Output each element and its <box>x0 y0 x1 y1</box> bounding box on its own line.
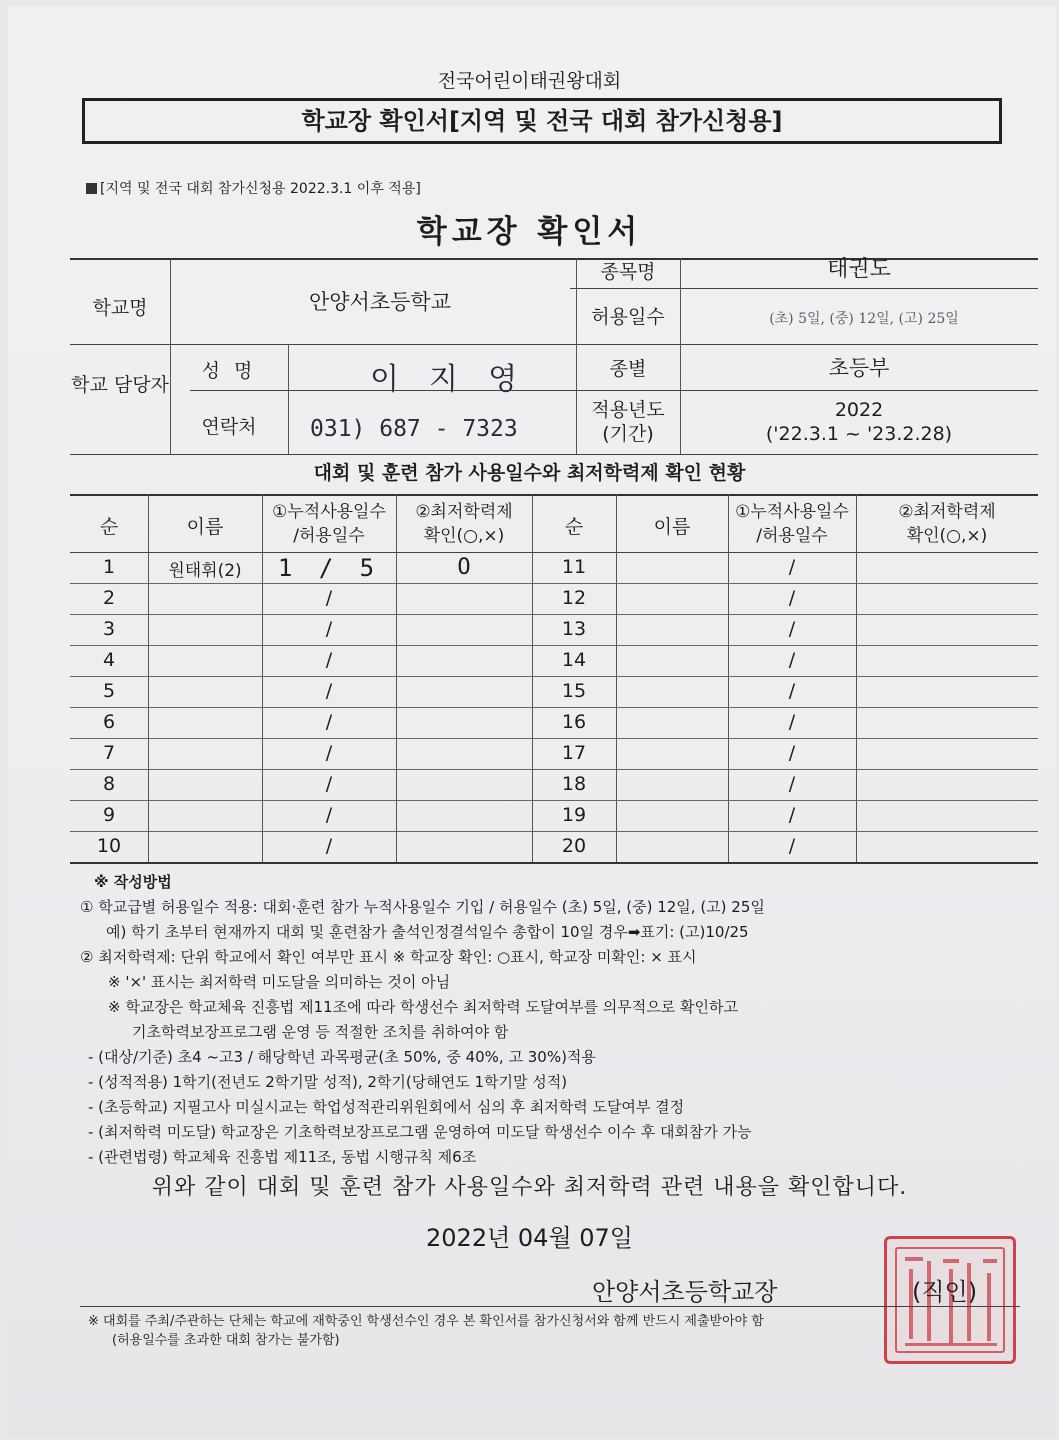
year-value-text: 2022 <box>834 399 884 421</box>
header-name-left: 이름 <box>186 516 224 538</box>
row-days-used: / <box>788 773 796 795</box>
row-days-used: / <box>788 711 796 733</box>
row-days-used: / <box>788 680 796 702</box>
row-number: 20 <box>561 835 587 857</box>
row-days-used: / <box>788 835 796 857</box>
header-min-line1: ②최저학력제 <box>898 502 996 522</box>
row-number: 6 <box>102 711 116 733</box>
instruction-line: - (성적적용) 1학기(전년도 2학기말 성적), 2학기(당해연도 1학기말 성적) <box>88 1073 568 1091</box>
header-days-line2: /허용일수 <box>756 526 828 546</box>
subheading-text: [지역 및 전국 대회 참가신청용 2022.3.1 이후 적용] <box>100 181 421 197</box>
instruction-line: ※ '×' 표시는 최저학력 미도달을 의미하는 것이 아님 <box>108 973 451 991</box>
school-name-value: 안양서초등학교 <box>308 290 451 314</box>
row-days-used: / <box>788 618 796 640</box>
square-bullet-icon <box>86 183 97 194</box>
document-title: 학교장 확인서 <box>416 214 643 250</box>
row-days-used: / <box>325 587 333 609</box>
instruction-line: - (초등학교) 지필고사 미실시교는 학업성적관리위원회에서 심의 후 최저학력 도달여부 결정 <box>88 1098 685 1116</box>
row-number: 1 <box>102 556 116 578</box>
header-no-left: 순 <box>99 516 119 538</box>
division-label: 종별 <box>609 358 647 380</box>
year-period: ('22.3.1 ~ '23.2.28) <box>765 423 953 445</box>
row-days-used: / <box>325 618 333 640</box>
header-days-line1: ①누적사용일수 <box>272 502 386 522</box>
row-number: 14 <box>561 649 587 671</box>
row-days-used: / <box>788 804 796 826</box>
row-number: 12 <box>561 587 587 609</box>
instructions <box>80 870 1030 1170</box>
instruction-line: 기초학력보장프로그램 운영 등 적절한 조치를 취하여야 함 <box>132 1023 509 1041</box>
contact-label: 연락처 <box>201 416 257 438</box>
instruction-line: ② 최저학력제: 단위 학교에서 확인 여부만 표시 ※ 학교장 확인: ○표시, 학교장 미확인: × 표시 <box>80 948 697 966</box>
form-subheading <box>86 178 421 198</box>
footer-note <box>88 1312 1008 1350</box>
instruction-line: 예) 학기 초부터 현재까지 대회 및 훈련참가 출석인정결석일수 총합이 10일 경우➡표기: (고)10/25 <box>106 923 749 941</box>
seal-label: (직인) <box>912 1278 978 1306</box>
year-label <box>576 398 680 446</box>
row-days-used: / <box>325 804 333 826</box>
footer-line: (허용일수를 초과한 대회 참가는 불가함) <box>112 1333 340 1348</box>
header-min-line1: ②최저학력제 <box>415 502 513 522</box>
row-days-used: / <box>788 587 796 609</box>
row-number: 19 <box>561 804 587 826</box>
row-number: 15 <box>561 680 587 702</box>
row-days-used: / <box>788 649 796 671</box>
footer-divider <box>80 1306 1020 1307</box>
confirmation-statement: 위와 같이 대회 및 훈련 참가 사용일수와 최저학력 관련 내용을 확인합니다. <box>151 1175 908 1200</box>
row-days-used: / <box>788 556 796 578</box>
row-days-used: / <box>325 773 333 795</box>
instruction-line: - (관련법령) 학교체육 진흥법 제11조, 동법 시행규칙 제6조 <box>88 1148 477 1166</box>
year-label-text: 적용년도 <box>591 399 665 421</box>
row-min-check: O <box>457 555 471 580</box>
name-label: 성 명 <box>201 360 257 382</box>
row-number: 3 <box>102 618 116 640</box>
header-days-line2: /허용일수 <box>293 526 365 546</box>
header-name-right: 이름 <box>653 516 691 538</box>
row-days-used: / <box>325 742 333 764</box>
row-number: 9 <box>102 804 116 826</box>
row-number: 17 <box>561 742 587 764</box>
row-number: 16 <box>561 711 587 733</box>
row-number: 18 <box>561 773 587 795</box>
instruction-line: - (최저학력 미도달) 학교장은 기초학력보장프로그램 운영하여 미도달 학생선수 이수 후 대회참가 가능 <box>88 1123 752 1141</box>
header-min-right <box>856 500 1038 548</box>
allowed-days-value: (초) 5일, (중) 12일, (고) 25일 <box>769 311 959 327</box>
contact-value-handwritten: 031) 687 - 7323 <box>310 416 518 442</box>
instruction-line: ※ 학교장은 학교체육 진흥법 제11조에 따라 학생선수 최저학력 도달여부를 의무적으로 확인하고 <box>108 998 738 1016</box>
row-number: 10 <box>96 835 122 857</box>
row-days-used: / <box>788 742 796 764</box>
instruction-line: - (대상/기준) 초4 ~고3 / 해당학년 과목평균(초 50%, 중 40%, 고 30%)적용 <box>88 1048 596 1066</box>
info-table <box>70 258 1038 456</box>
year-value <box>680 398 1038 446</box>
row-number: 8 <box>102 773 116 795</box>
instructions-title: ※ 작성방법 <box>94 873 172 891</box>
row-days-used: / <box>325 711 333 733</box>
row-number: 5 <box>102 680 116 702</box>
row-days-used: / <box>325 649 333 671</box>
row-days-used: 1 / 5 <box>277 554 381 582</box>
header-min-line2: 확인(○,×) <box>423 526 505 546</box>
form-title-box: 학교장 확인서[지역 및 전국 대회 참가신청용] <box>82 98 1002 144</box>
footer-line: ※ 대회를 주최/주관하는 단체는 학교에 재학중인 학생선수인 경우 본 확인서를 참가신청서와 함께 반드시 제출받아야 함 <box>88 1314 764 1329</box>
year-label-sub: (기간) <box>602 423 654 445</box>
usage-table <box>70 494 1038 864</box>
row-number: 4 <box>102 649 116 671</box>
row-name: 원태휘(2) <box>168 561 242 581</box>
issue-date: 2022년 04월 07일 <box>426 1224 633 1252</box>
header-days-left <box>262 500 396 548</box>
header-min-line2: 확인(○,×) <box>906 526 988 546</box>
manager-label: 학교 담당자 <box>71 374 169 396</box>
section-title: 대회 및 훈련 참가 사용일수와 최저학력제 확인 현황 <box>313 462 746 484</box>
sport-value: 태권도 <box>827 257 891 282</box>
manager-name-handwritten: 이 지 영 <box>370 362 524 397</box>
instruction-line: ① 학교급별 허용일수 적용: 대회·훈련 참가 누적사용일수 기입 / 허용일수 (초) 5일, (중) 12일, (고) 25일 <box>80 898 765 916</box>
row-number: 11 <box>561 556 587 578</box>
header-no-right: 순 <box>564 516 584 538</box>
organization-name: 전국어린이태권왕대회 <box>437 70 622 92</box>
row-number: 2 <box>102 587 116 609</box>
allowed-days-label: 허용일수 <box>591 306 665 328</box>
principal-signature-line: 안양서초등학교장 <box>592 1278 778 1306</box>
header-min-left <box>396 500 532 548</box>
row-days-used: / <box>325 835 333 857</box>
row-number: 13 <box>561 618 587 640</box>
division-value: 초등부 <box>828 356 890 380</box>
header-days-line1: ①누적사용일수 <box>735 502 849 522</box>
school-name-label: 학교명 <box>92 297 148 319</box>
row-days-used: / <box>325 680 333 702</box>
sport-label: 종목명 <box>600 261 656 283</box>
header-days-right <box>728 500 856 548</box>
row-number: 7 <box>102 742 116 764</box>
